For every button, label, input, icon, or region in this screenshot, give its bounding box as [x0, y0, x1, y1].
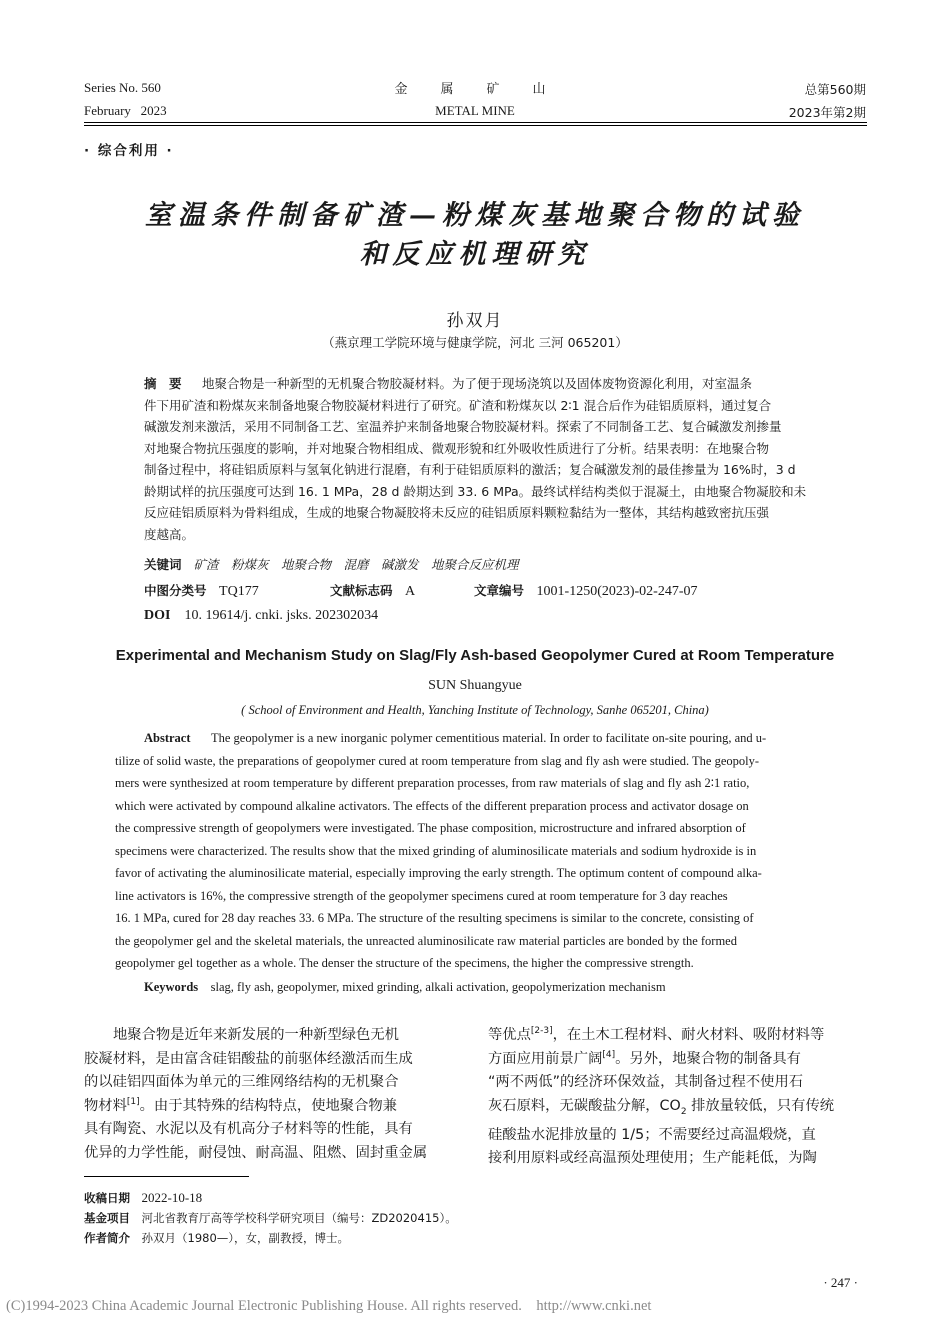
abstract-cn-line: 地聚合物是一种新型的无机聚合物胶凝材料。为了便于现场浇筑以及固体废物资源化利用，对室温条: [202, 376, 753, 391]
section-label: · 综合利用 ·: [84, 143, 174, 159]
body-text: 方面应用前景广阔: [488, 1050, 603, 1067]
abstract-cn: [144, 373, 834, 545]
issue-number-cn: 2023年第2期: [788, 105, 866, 120]
clc-label: 中图分类号: [144, 583, 207, 598]
doi: [144, 604, 378, 624]
article-number-value: 1001-1250(2023)-02-247-07: [536, 584, 698, 599]
article-number: [474, 580, 698, 603]
footnote-value: 孙双月（1980—），女，副教授，博士。: [141, 1231, 350, 1245]
title-en: Experimental and Mechanism Study on Slag/Fly Ash-based Geopolymer Cured at Room Temperature: [115, 647, 835, 664]
body-line: 硅酸盐水泥排放量的 1/5；不需要经过高温煅烧，直: [488, 1126, 816, 1143]
body-line: [488, 1024, 868, 1048]
body-text: 灰石原料，无碳酸盐分解，CO: [488, 1097, 681, 1114]
body-line: [488, 1048, 868, 1072]
footnote-received: [84, 1190, 202, 1206]
abstract-en-line: favor of activating the aluminosilicate material, especially improving the early strength. The optimum content of compound alka-: [115, 866, 762, 880]
journal-name-cn: 金 属 矿 山: [394, 82, 556, 97]
page-number: · 247 ·: [823, 1275, 858, 1290]
body-line: 优异的力学性能，耐侵蚀、耐高温、阻燃、固封重金属: [84, 1144, 428, 1161]
footnote-label: 作者简介: [84, 1231, 130, 1245]
abstract-en-line: 16. 1 MPa, cured for 28 day reaches 33. 6 MPa. The structure of the resulting specimens is similar to the concrete, consisting of: [115, 911, 754, 925]
abstract-cn-line: 度越高。: [144, 526, 195, 542]
keywords-en-label: Keywords: [144, 980, 199, 994]
keywords-cn: [144, 554, 518, 576]
abstract-cn-label: 摘 要: [144, 376, 182, 391]
body-line: 地聚合物是近年来新发展的一种新型绿色无机: [113, 1027, 399, 1043]
doi-label: DOI: [144, 608, 171, 623]
abstract-en-line: which were activated by compound alkaline activators. The effects of the different preparation process and activator dosage on: [115, 798, 749, 813]
abstract-cn-line: 件下用矿渣和粉煤灰来制备地聚合物胶凝材料进行了研究。矿渣和粉煤灰以 2∶1 混合后作为硅铝质原料，通过复合: [144, 397, 772, 413]
doc-code-label: 文献标志码: [330, 583, 393, 598]
series-number-cn: 总第560期: [804, 82, 866, 97]
clc-value: TQ177: [219, 584, 259, 599]
footnote-value: 2022-10-18: [141, 1190, 203, 1205]
title-cn-line2: 和反应机理研究: [359, 239, 591, 270]
abstract-cn-line: 碱激发剂来激活，采用不同制备工艺、室温养护来制备地聚合物胶凝材料。探索了不同制备工艺、复合碱激发剂掺量: [144, 419, 782, 434]
affiliation-cn: （燕京理工学院环境与健康学院，河北 三河 065201）: [322, 335, 628, 350]
body-line: [488, 1095, 868, 1124]
body-line: 接利用原料或经高温预处理使用；生产能耗低，为陶: [488, 1150, 817, 1167]
abstract-cn-line: 制备过程中，将硅铝质原料与氢氧化钠进行混磨，有利于硅铝质原料的激活；复合碱激发剂的最佳掺量为 16%时，3 d: [144, 462, 796, 477]
author-cn: 孙双月: [446, 311, 504, 331]
body-right-column: [488, 1024, 868, 1171]
subscript: 2: [680, 1106, 687, 1117]
abstract-en-line: mers were synthesized at room temperature by different preparation processes, from raw materials of slag and fly ash 2∶1 ratio,: [115, 776, 750, 790]
doc-code: [330, 580, 415, 603]
header-rule-double: [84, 125, 867, 126]
body-text: 排放量较低，只有传统: [686, 1097, 835, 1114]
abstract-en-line: the geopolymer gel and the skeletal materials, the unreacted aluminosilicate raw material particles are bonded by the formed: [115, 933, 737, 948]
body-left-column: [84, 1024, 462, 1165]
copyright-watermark: (C)1994-2023 China Academic Journal Electronic Publishing House. All rights reserved. http://www.cnki.net: [6, 1298, 652, 1314]
abstract-en-line: specimens were characterized. The results show that the mixed grinding of aluminosilicate materials and sodium hydroxide is in: [115, 843, 757, 858]
title-cn-line1: 室温条件制备矿渣—粉煤灰基地聚合物的试验: [145, 200, 805, 231]
body-text: 物材料: [84, 1097, 127, 1114]
abstract-en-line: the compressive strength of geopolymers were investigated. The phase composition, microstructure and infrared absorption of: [115, 821, 746, 835]
footnote-rule: [84, 1176, 249, 1177]
footnote-fund: [84, 1210, 457, 1226]
series-number: Series No. 560: [84, 80, 161, 95]
keywords-en-text: slag, fly ash, geopolymer, mixed grinding, alkali activation, geopolymerization mechanism: [210, 980, 666, 994]
keywords-cn-label: 关键词: [144, 557, 182, 572]
citation-ref[interactable]: [4]: [602, 1049, 616, 1060]
body-text: 等优点: [488, 1027, 531, 1043]
body-line: 胶凝材料，是由富含硅铝酸盐的前驱体经激活而生成: [84, 1050, 413, 1067]
keywords-cn-text: 矿渣 粉煤灰 地聚合物 混磨 碱激发 地聚合反应机理: [193, 557, 519, 572]
abstract-en-line: geopolymer gel together as a whole. The denser the structure of the specimens, the higher the compressive strength.: [115, 956, 694, 970]
body-line: 具有陶瓷、水泥以及有机高分子材料等的性能，具有: [84, 1121, 413, 1137]
clc: [144, 580, 259, 603]
abstract-en: [115, 727, 833, 975]
body-line: “两不两低”的经济环保效益，其制备过程不使用石: [488, 1074, 804, 1090]
footnote-label: 收稿日期: [84, 1191, 130, 1205]
body-text: ，在土木工程材料、耐火材料、吸附材料等: [552, 1027, 825, 1043]
keywords-en: [144, 980, 666, 995]
body-line: 的以硅铝四面体为单元的三维网络结构的无机聚合: [84, 1074, 399, 1090]
abstract-en-line: The geopolymer is a new inorganic polymer cementitious material. In order to facilitate on-site pouring, and u-: [211, 731, 767, 745]
citation-ref[interactable]: [1]: [126, 1096, 140, 1107]
header-rule: [84, 122, 867, 123]
doi-value[interactable]: 10. 19614/j. cnki. jsks. 202302034: [184, 608, 379, 623]
affiliation-en: ( School of Environment and Health, Yanching Institute of Technology, Sanhe 065201, China): [241, 703, 709, 717]
abstract-cn-line: 反应硅铝质原料为骨料组成，生成的地聚合物凝胶将未反应的硅铝质原料颗粒黏结为一整体，其结构越致密抗压强: [144, 505, 770, 520]
citation-ref[interactable]: [2-3]: [530, 1026, 553, 1036]
abstract-en-label: Abstract: [144, 731, 191, 745]
abstract-cn-line: 对地聚合物抗压强度的影响，并对地聚合物相组成、微观形貌和红外吸收性质进行了分析。结果表明：在地聚合物: [144, 440, 770, 456]
body-text: 。另外，地聚合物的制备具有: [615, 1050, 801, 1067]
author-en: SUN Shuangyue: [428, 678, 522, 693]
issue-date: February 2023: [84, 103, 167, 118]
doc-code-value: A: [405, 584, 416, 599]
abstract-en-line: tilize of solid waste, the preparations of geopolymer cured at room temperature from slag and fly ash were studied. The geopoly-: [115, 753, 760, 768]
abstract-en-line: line activators is 16%, the compressive strength of the geopolymer specimens cured at room temperature for 3 day reaches: [115, 888, 728, 903]
body-line: [84, 1095, 462, 1119]
abstract-cn-line: 龄期试样的抗压强度可达到 16. 1 MPa，28 d 龄期达到 33. 6 MPa。最终试样结构类似于混凝土，由地聚合物凝胶和未: [144, 483, 807, 499]
footnote-author: [84, 1230, 349, 1246]
body-text: 。由于其特殊的结构特点，使地聚合物兼: [139, 1097, 397, 1114]
footnote-value: 河北省教育厅高等学校科学研究项目（编号：ZD2020415）。: [141, 1211, 457, 1225]
journal-name-en: METAL MINE: [435, 103, 515, 118]
footnote-label: 基金项目: [84, 1211, 130, 1225]
article-number-label: 文章编号: [474, 583, 525, 598]
